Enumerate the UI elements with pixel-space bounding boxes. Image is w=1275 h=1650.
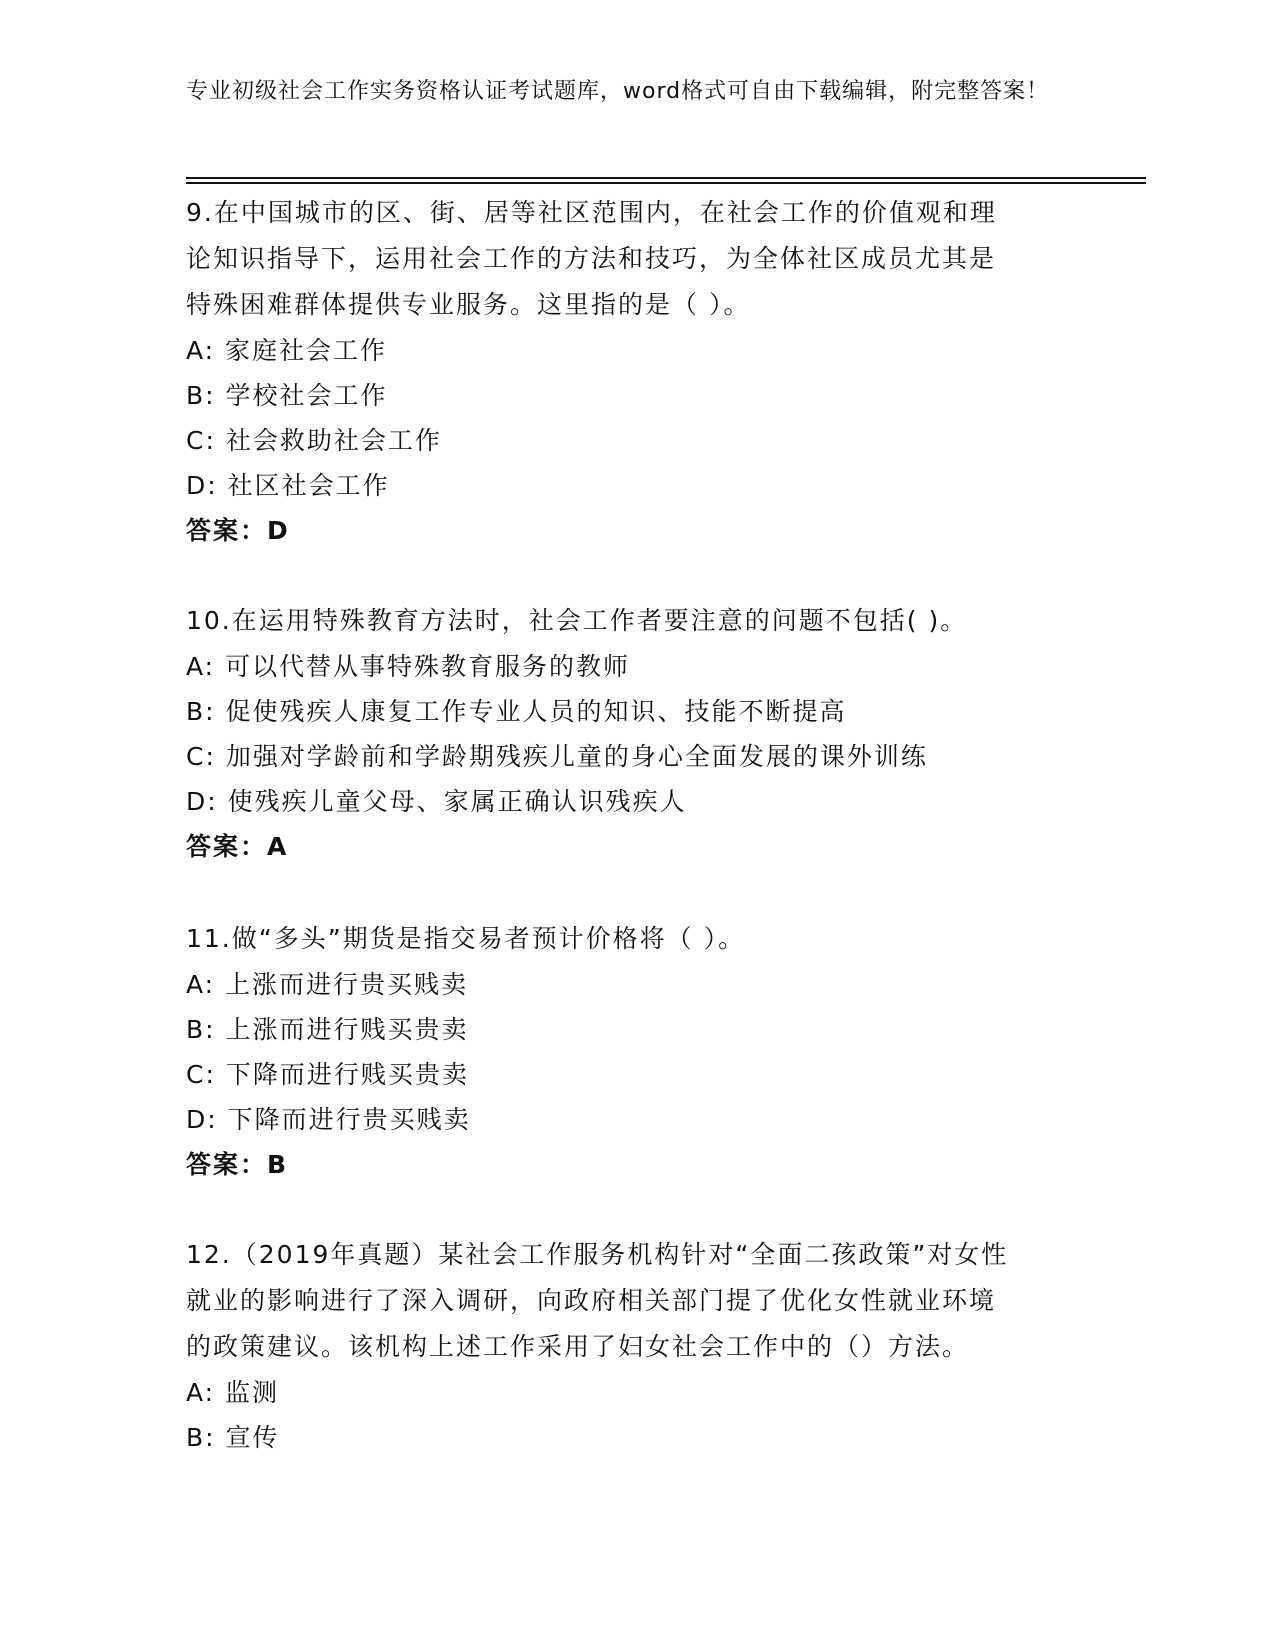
question-stem-line: 论知识指导下，运用社会工作的方法和技巧，为全体社区成员尤其是 (186, 244, 997, 273)
header-divider-bottom (186, 182, 1146, 184)
option-a: A: 可以代替从事特殊教育服务的教师 (186, 652, 631, 681)
question-11 (186, 916, 1086, 1188)
question-stem-line: 的政策建议。该机构上述工作采用了妇女社会工作中的（）方法。 (186, 1332, 970, 1361)
option-b: B: 促使残疾人康复工作专业人员的知识、技能不断提高 (186, 697, 847, 726)
option-a: A: 家庭社会工作 (186, 336, 388, 365)
question-stem-line: 12.（2019年真题）某社会工作服务机构针对“全面二孩政策”对女性 (186, 1240, 1009, 1269)
question-stem-line: 10.在运用特殊教育方法时，社会工作者要注意的问题不包括( )。 (186, 606, 968, 635)
question-9 (186, 190, 1086, 554)
document-header: 专业初级社会工作实务资格认证考试题库，word格式可自由下载编辑，附完整答案！ (186, 79, 1050, 104)
option-b: B: 上涨而进行贱买贵卖 (186, 1015, 469, 1044)
question-10 (186, 598, 1086, 870)
question-12 (186, 1232, 1086, 1460)
option-c: C: 社会救助社会工作 (186, 426, 442, 455)
option-a: A: 监测 (186, 1378, 280, 1407)
option-a: A: 上涨而进行贵买贱卖 (186, 970, 469, 999)
option-d: D: 使残疾儿童父母、家属正确认识残疾人 (186, 787, 687, 816)
answer-label: 答案：A (186, 832, 289, 861)
header-divider-top (186, 177, 1146, 179)
answer-label: 答案：B (186, 1150, 289, 1179)
answer-label: 答案：D (186, 516, 290, 545)
question-stem-line: 就业的影响进行了深入调研，向政府相关部门提了优化女性就业环境 (186, 1286, 997, 1315)
option-c: C: 加强对学龄前和学龄期残疾儿童的身心全面发展的课外训练 (186, 742, 928, 771)
option-d: D: 下降而进行贵买贱卖 (186, 1105, 471, 1134)
option-b: B: 学校社会工作 (186, 381, 388, 410)
option-d: D: 社区社会工作 (186, 471, 390, 500)
question-stem-line: 11.做“多头”期货是指交易者预计价格将（ ）。 (186, 924, 746, 953)
option-c: C: 下降而进行贱买贵卖 (186, 1060, 469, 1089)
question-stem-line: 9.在中国城市的区、街、居等社区范围内，在社会工作的价值观和理 (186, 198, 997, 227)
question-stem-line: 特殊困难群体提供专业服务。这里指的是（ ）。 (186, 290, 751, 319)
option-b: B: 宣传 (186, 1423, 280, 1452)
